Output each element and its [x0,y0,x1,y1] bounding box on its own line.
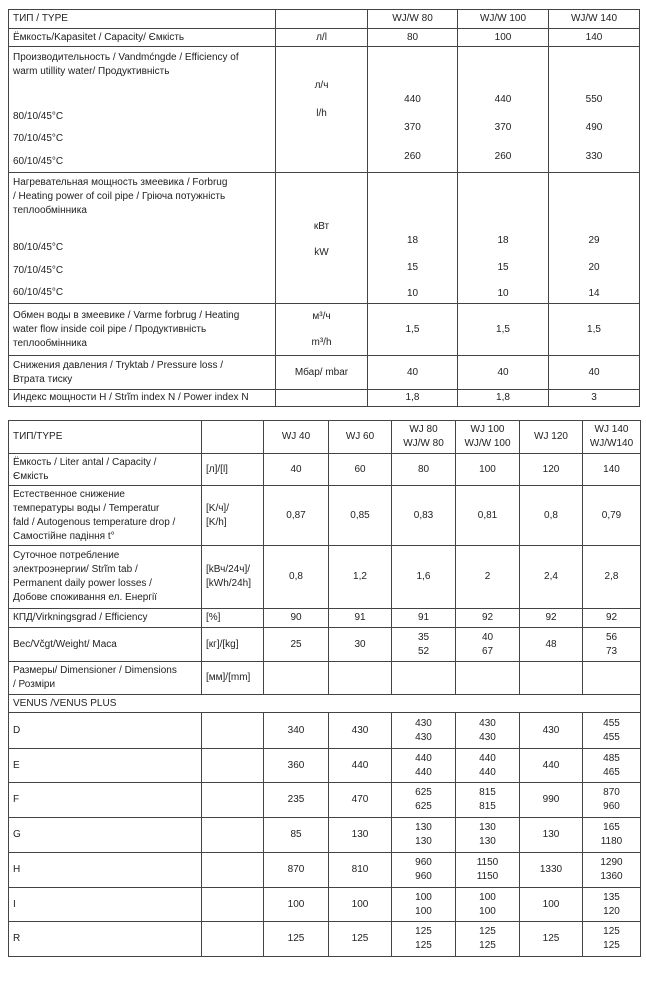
cell-value: 430 [329,713,392,749]
cell-value: 430 430 [392,713,456,749]
cell-value: 1,8 [368,390,458,407]
cell-value: 100 [264,888,329,922]
cell-value: 1,6 [392,546,456,609]
row-label: Ёмкость / Liter antal / Capacity / Ємкість [9,454,202,486]
section-title: VENUS /VENUS PLUS [9,695,641,713]
cell-value: 440 440 [456,749,520,783]
table-row [9,628,641,662]
dimension-label: G [9,818,202,853]
cell-value: 0,8 [520,486,583,546]
table-row [9,853,641,888]
cell-value: 100 [520,888,583,922]
cell-value: 0,81 [456,486,520,546]
cell-value [264,662,329,695]
cell-value: 125 [329,922,392,957]
cell-value: 80 [392,454,456,486]
model-header: WJ/W 80 [368,10,458,29]
mode-label: 80/10/45°C [13,242,64,253]
cell-value: 3 [549,390,640,407]
table-row [9,356,640,390]
cell-value: 235 [264,783,329,818]
cell-value: 430 430 [456,713,520,749]
row-label: Вес/Včgt/Weight/ Маса [9,628,202,662]
cell-value: 135 120 [583,888,641,922]
cell-value: 2,8 [583,546,641,609]
table-row [9,546,641,609]
cell-value: 125 [264,922,329,957]
row-unit: л/l [276,29,368,47]
row-unit: [kВч/24ч]/ [kWh/24h] [202,546,264,609]
dimension-label: R [9,922,202,957]
row-unit [202,818,264,853]
model-header: WJ 100 WJ/W 100 [456,421,520,454]
cell-value [520,662,583,695]
cell-value: 120 [520,454,583,486]
table-row [9,818,641,853]
cell-value: 100 [458,29,549,47]
row-unit: л/ч l/h [276,47,368,173]
cell-value: 440 370 260 [368,47,458,173]
cell-value: 40 [549,356,640,390]
table-row [9,173,640,304]
table-row [9,486,641,546]
cell-value: 91 [392,609,456,628]
table-header-row [9,421,641,454]
cell-value: 625 625 [392,783,456,818]
cell-value: 90 [264,609,329,628]
cell-value: 165 1180 [583,818,641,853]
section-row [9,695,641,713]
cell-value: 40 [458,356,549,390]
model-header: WJ 60 [329,421,392,454]
row-unit: [л]/[l] [202,454,264,486]
row-unit: м³/ч m³/h [276,304,368,356]
cell-value: 1,5 [458,304,549,356]
cell-value: 1,5 [368,304,458,356]
model-header: WJ 40 [264,421,329,454]
cell-value: 1,8 [458,390,549,407]
cell-value [329,662,392,695]
cell-value: 360 [264,749,329,783]
row-unit: Мбар/ mbar [276,356,368,390]
row-unit [202,713,264,749]
cell-value: 130 [329,818,392,853]
cell-value: 440 [329,749,392,783]
table-row [9,922,641,957]
type-header: ТИП / TYPE [9,10,276,29]
cell-value: 485 465 [583,749,641,783]
cell-value: 0,85 [329,486,392,546]
table-header-row [9,10,640,29]
row-label: Ёмкость/Kapasitet / Capacity/ Ємкість [9,29,276,47]
cell-value: 1290 1360 [583,853,641,888]
row-unit: [мм]/[mm] [202,662,264,695]
cell-value: 2 [456,546,520,609]
model-header: WJ/W 140 [549,10,640,29]
table-row [9,713,641,749]
cell-value: 100 [456,454,520,486]
cell-value: 870 [264,853,329,888]
specifications-table [8,420,641,957]
table-row [9,609,641,628]
cell-value: 91 [329,609,392,628]
type-header: ТИП/TYPE [9,421,202,454]
cell-value: 870 960 [583,783,641,818]
unit-header [202,421,264,454]
dimension-label: H [9,853,202,888]
dimension-label: E [9,749,202,783]
cell-value: 2,4 [520,546,583,609]
table-row [9,749,641,783]
row-unit: [кг]/[kg] [202,628,264,662]
cell-value: 550 490 330 [549,47,640,173]
model-header: WJ 120 [520,421,583,454]
cell-value: 810 [329,853,392,888]
cell-value: 29 20 14 [549,173,640,304]
row-unit [202,888,264,922]
cell-value: 815 815 [456,783,520,818]
mode-label: 60/10/45°C [13,155,64,167]
cell-value: 140 [583,454,641,486]
cell-value: 440 [520,749,583,783]
cell-value: 440 370 260 [458,47,549,173]
row-label: Производительность / Vandmćngde / Efficiency of warm utillity water/ Продуктивність 80/10/45°C 70/10/45°C 60/10/45°C [9,47,276,173]
table-row [9,304,640,356]
dimension-label: I [9,888,202,922]
cell-value: 100 100 [392,888,456,922]
table-row [9,47,640,173]
row-unit [202,749,264,783]
cell-value: 1,2 [329,546,392,609]
cell-value: 0,79 [583,486,641,546]
cell-value: 140 [549,29,640,47]
mode-label: 80/10/45°C [13,110,64,122]
cell-value: 48 [520,628,583,662]
cell-value: 130 [520,818,583,853]
model-header: WJ 80 WJ/W 80 [392,421,456,454]
cell-value: 0,83 [392,486,456,546]
cell-value: 30 [329,628,392,662]
row-label: Естественное снижение температуры воды / Temperatur fald / Autogenous temperature drop / Самостійне падіння t° [9,486,202,546]
capacity-performance-table [8,9,640,407]
cell-value: 130 130 [456,818,520,853]
cell-value: 18 15 10 [458,173,549,304]
cell-value: 440 440 [392,749,456,783]
cell-value: 0,8 [264,546,329,609]
cell-value: 990 [520,783,583,818]
dimension-label: D [9,713,202,749]
cell-value [583,662,641,695]
cell-value: 60 [329,454,392,486]
row-label: Снижения давления / Tryktab / Pressure loss / Втрата тиску [9,356,276,390]
cell-value: 92 [520,609,583,628]
row-label: Обмен воды в змеевике / Varme forbrug / Heating water flow inside coil pipe / Продуктивність теплообмінника [9,304,276,356]
cell-value: 130 130 [392,818,456,853]
cell-value: 85 [264,818,329,853]
cell-value: 56 73 [583,628,641,662]
cell-value: 1,5 [549,304,640,356]
cell-value: 960 960 [392,853,456,888]
mode-label: 70/10/45°C [13,264,64,276]
cell-value [392,662,456,695]
cell-value: 100 [329,888,392,922]
cell-value: 1150 1150 [456,853,520,888]
table-row [9,662,641,695]
cell-value: 80 [368,29,458,47]
cell-value: 35 52 [392,628,456,662]
cell-value: 18 15 10 [368,173,458,304]
table-row [9,888,641,922]
cell-value: 0,87 [264,486,329,546]
cell-value: 125 125 [456,922,520,957]
row-unit [202,853,264,888]
row-unit [276,390,368,407]
row-unit [202,783,264,818]
row-unit [202,922,264,957]
table-row [9,783,641,818]
cell-value: 470 [329,783,392,818]
cell-value: 25 [264,628,329,662]
row-label: Индекс мощности Н / Strĩm index N / Power index N [9,390,276,407]
cell-value: 92 [456,609,520,628]
cell-value: 125 125 [583,922,641,957]
mode-label: 60/10/45°C [13,287,64,298]
table-row [9,390,640,407]
model-header: WJ/W 100 [458,10,549,29]
cell-value: 40 [368,356,458,390]
cell-value: 430 [520,713,583,749]
model-header: WJ 140 WJ/W140 [583,421,641,454]
mode-label: 70/10/45°C [13,133,64,144]
row-unit: [K/ч]/ [K/h] [202,486,264,546]
row-unit: кВт kW [276,173,368,304]
row-label: Размеры/ Dimensioner / Dimensions / Розміри [9,662,202,695]
cell-value: 340 [264,713,329,749]
cell-value: 92 [583,609,641,628]
unit-header [276,10,368,29]
dimension-label: F [9,783,202,818]
row-label: Нагревательная мощность змеевика / Forbrug / Heating power of coil pipe / Гріюча потужність теплообмінника 80/10/45°C 70/10/45°C 60/10/45°C [9,173,276,304]
cell-value: 125 [520,922,583,957]
cell-value: 125 125 [392,922,456,957]
row-unit: [%] [202,609,264,628]
cell-value: 100 100 [456,888,520,922]
cell-value: 40 [264,454,329,486]
row-label: КПД/Virkningsgrad / Efficiency [9,609,202,628]
cell-value: 40 67 [456,628,520,662]
cell-value: 1330 [520,853,583,888]
table-row [9,29,640,47]
cell-value [456,662,520,695]
row-label: Суточное потребление электроэнергии/ Strĩm tab / Permanent daily power losses / Добове споживання ел. Енергії [9,546,202,609]
cell-value: 455 455 [583,713,641,749]
table-row [9,454,641,486]
